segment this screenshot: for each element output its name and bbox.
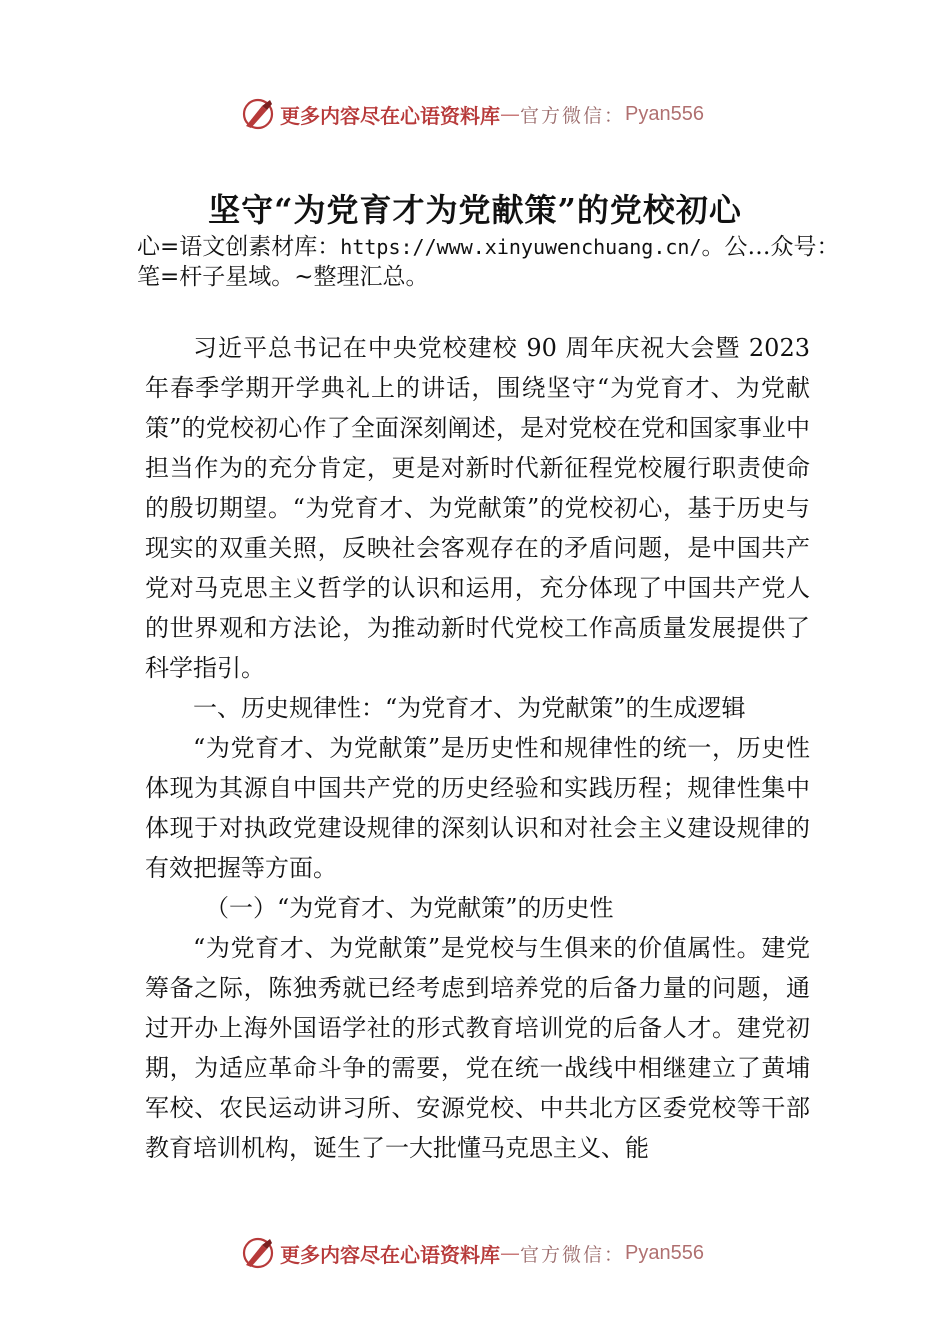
banner-text: 更多内容尽在心语资料库 <box>280 103 500 128</box>
header-watermark-banner <box>240 94 704 134</box>
source-line <box>137 232 847 292</box>
document-title: 坚守“为党育才为党献策”的党校初心 <box>208 191 742 229</box>
banner-dash: — <box>500 102 520 126</box>
banner-wechat-label: 官方微信： <box>520 104 626 127</box>
section-heading-1: 一、历史规律性：“为党育才、为党献策”的生成逻辑 <box>193 694 746 722</box>
banner-wechat-label: 官方微信： <box>520 1243 626 1266</box>
fountain-pen-logo-icon <box>240 1235 276 1271</box>
banner-wechat-id: Pyan556 <box>625 1241 704 1264</box>
body-paragraph-1: 习近平总书记在中央党校建校 90 周年庆祝大会暨 2023 年春季学期开学典礼上的讲话，围绕坚守“为党育才、为党献策”的党校初心作了全面深刻阐述，是对党校在党和国家事业中担当作为的充分肯定，更是对新时代新征程党校履行职责使命的殷切期望。“为党育才、为党献策”的党校初心，基于历史与现实的双重关照，反映社会客观存在的矛盾问题，是中国共产党对马克思主义哲学的认识和运用，充分体现了中国共产党人的世界观和方法论，为推动新时代党校工作高质量发展提供了科学指引。 <box>145 334 810 682</box>
document-body <box>145 328 810 1168</box>
source-url: https://www.xinyuwenchuang.cn/ <box>340 235 702 259</box>
source-suffix: 。公…众号：笔=杆子星域。~整理汇总。 <box>137 234 840 290</box>
source-prefix: 心=语文创素材库： <box>137 234 341 260</box>
fountain-pen-logo-icon <box>240 96 276 132</box>
footer-watermark-banner <box>240 1233 704 1273</box>
banner-text: 更多内容尽在心语资料库 <box>280 1242 500 1267</box>
banner-wechat-id: Pyan556 <box>625 102 704 125</box>
subsection-heading-1: （一）“为党育才、为党献策”的历史性 <box>205 894 614 922</box>
body-paragraph-3: “为党育才、为党献策”是党校与生俱来的价值属性。建党筹备之际，陈独秀就已经考虑到培养党的后备力量的问题，通过开办上海外国语学社的形式教育培训党的后备人才。建党初期，为适应革命斗争的需要，党在统一战线中相继建立了黄埔军校、农民运动讲习所、安源党校、中共北方区委党校等干部教育培训机构，诞生了一大批懂马克思主义、能 <box>145 934 810 1162</box>
body-paragraph-2: “为党育才、为党献策”是历史性和规律性的统一，历史性体现为其源自中国共产党的历史经验和实践历程；规律性集中体现于对执政党建设规律的深刻认识和对社会主义建设规律的有效把握等方面。 <box>145 734 810 882</box>
banner-dash: — <box>500 1241 520 1265</box>
